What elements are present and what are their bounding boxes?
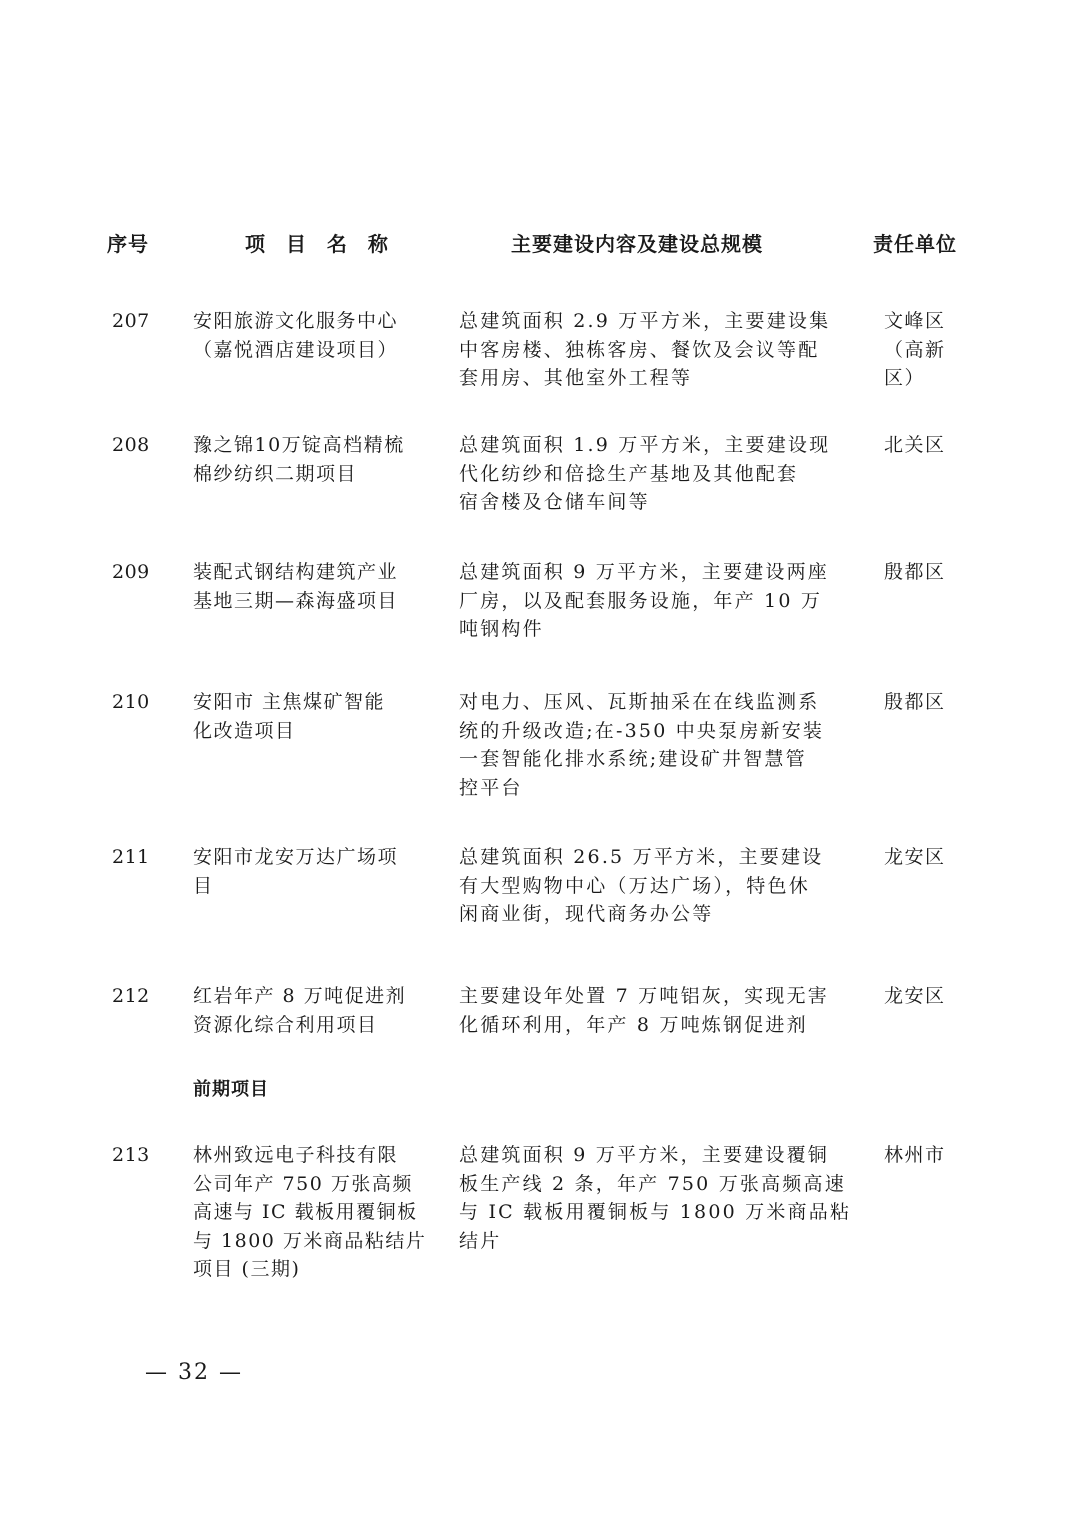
row-project-name: [193, 1141, 427, 1284]
table-header: [0, 228, 1080, 260]
row-project-name-line: 公司年产 750 万张高频: [193, 1172, 413, 1195]
row-responsible-unit-line: 北关区: [884, 434, 946, 456]
row-construction-content: [459, 307, 831, 393]
row-project-name-line: 资源化综合利用项目: [193, 1013, 378, 1036]
row-responsible-unit-line: 殷都区: [884, 561, 946, 583]
row-construction-content-line: 总建筑面积 26.5 万平方米，主要建设: [459, 846, 824, 868]
row-responsible-unit: [884, 558, 954, 587]
row-project-name-line: 目: [193, 874, 214, 897]
row-project-name: [193, 307, 423, 364]
header-responsible-unit: 责任单位: [873, 232, 957, 256]
row-construction-content: [459, 688, 831, 802]
row-construction-content-line: 闲商业街，现代商务办公等: [459, 903, 714, 925]
row-serial-number: 208: [112, 434, 150, 456]
row-responsible-unit-line: 龙安区: [884, 846, 946, 868]
row-serial-number: 210: [112, 691, 150, 713]
row-construction-content-line: 统的升级改造;在-350 中央泵房新安装: [459, 719, 825, 742]
row-responsible-unit-line: 文峰区: [884, 310, 946, 332]
row-construction-content: [459, 1141, 852, 1255]
row-responsible-unit: [884, 431, 954, 460]
row-project-name-line: 林州致远电子科技有限: [193, 1144, 399, 1166]
row-construction-content: [459, 843, 831, 929]
row-project-name-line: 豫之锦10万锭高档精梳: [193, 434, 405, 456]
row-project-name-line: 安阳市龙安万达广场项: [193, 846, 399, 868]
header-serial-number: 序号: [107, 232, 149, 256]
row-construction-content-line: 中客房楼、独栋客房、餐饮及会议等配: [459, 338, 820, 361]
row-construction-content-line: 宿舍楼及仓储车间等: [459, 491, 650, 513]
row-project-name: [193, 688, 423, 745]
row-construction-content: [459, 431, 831, 517]
row-responsible-unit-line: 林州市: [884, 1144, 946, 1166]
row-serial-number: 213: [112, 1144, 150, 1166]
row-serial-number: 209: [112, 561, 150, 583]
header-construction-content: 主要建设内容及建设总规模: [511, 232, 763, 256]
row-project-name-line: 项目 (三期): [193, 1258, 301, 1280]
row-construction-content: [459, 982, 831, 1039]
row-construction-content-line: 与 IC 载板用覆铜板与 1800 万米商品粘: [459, 1201, 852, 1223]
row-responsible-unit-line: 区）: [884, 367, 926, 389]
page-number: — 32 —: [145, 1360, 243, 1385]
row-construction-content-line: 代化纺纱和倍捻生产基地及其他配套: [459, 462, 799, 485]
row-project-name-line: 棉纱纺织二期项目: [193, 462, 358, 485]
row-construction-content: [459, 558, 831, 644]
row-construction-content-line: 总建筑面积 9 万平方米，主要建设覆铜: [459, 1144, 829, 1166]
row-project-name-line: 安阳旅游文化服务中心: [193, 310, 399, 332]
row-project-name: [193, 982, 423, 1039]
row-project-name-line: 红岩年产 8 万吨促进剂: [193, 985, 407, 1007]
row-construction-content-line: 化循环利用，年产 8 万吨炼钢促进剂: [459, 1013, 808, 1036]
row-project-name-line: 与 1800 万米商品粘结片: [193, 1229, 427, 1252]
row-responsible-unit: [884, 843, 954, 872]
row-construction-content-line: 主要建设年处置 7 万吨铝灰，实现无害: [459, 985, 829, 1007]
row-project-name-line: 基地三期—森海盛项目: [193, 589, 399, 612]
section-heading: 前期项目: [193, 1079, 269, 1100]
row-construction-content-line: 一套智能化排水系统;建设矿井智慧管: [459, 748, 807, 770]
row-serial-number: 211: [112, 846, 150, 868]
row-construction-content-line: 结片: [459, 1229, 502, 1252]
row-construction-content-line: 对电力、压风、瓦斯抽采在在线监测系: [459, 691, 820, 713]
row-responsible-unit: [884, 688, 954, 717]
row-project-name: [193, 431, 423, 488]
row-construction-content-line: 厂房，以及配套服务设施，年产 10 万: [459, 589, 823, 612]
row-construction-content-line: 有大型购物中心（万达广场），特色休: [459, 874, 810, 897]
row-construction-content-line: 吨钢构件: [459, 618, 544, 640]
header-project-name: 项 目 名 称: [245, 232, 395, 256]
row-serial-number: 207: [112, 310, 150, 332]
row-serial-number: 212: [112, 985, 150, 1007]
row-project-name: [193, 843, 423, 900]
row-project-name: [193, 558, 423, 615]
row-construction-content-line: 套用房、其他室外工程等: [459, 367, 693, 389]
row-project-name-line: 装配式钢结构建筑产业: [193, 561, 399, 583]
row-construction-content-line: 控平台: [459, 776, 523, 799]
row-responsible-unit: [884, 982, 954, 1011]
row-responsible-unit-line: 龙安区: [884, 985, 946, 1007]
row-responsible-unit-line: （高新: [884, 338, 946, 361]
row-project-name-line: 安阳市 主焦煤矿智能: [193, 691, 386, 713]
row-construction-content-line: 板生产线 2 条，年产 750 万张高频高速: [459, 1172, 846, 1195]
row-project-name-line: 化改造项目: [193, 719, 296, 742]
row-responsible-unit: [884, 1141, 954, 1170]
row-responsible-unit-line: 殷都区: [884, 691, 946, 713]
row-construction-content-line: 总建筑面积 9 万平方米，主要建设两座: [459, 561, 829, 583]
row-project-name-line: 高速与 IC 载板用覆铜板: [193, 1201, 418, 1223]
row-construction-content-line: 总建筑面积 2.9 万平方米，主要建设集: [459, 310, 831, 332]
row-responsible-unit: [884, 307, 954, 393]
row-project-name-line: （嘉悦酒店建设项目）: [193, 338, 399, 361]
row-construction-content-line: 总建筑面积 1.9 万平方米，主要建设现: [459, 434, 831, 456]
